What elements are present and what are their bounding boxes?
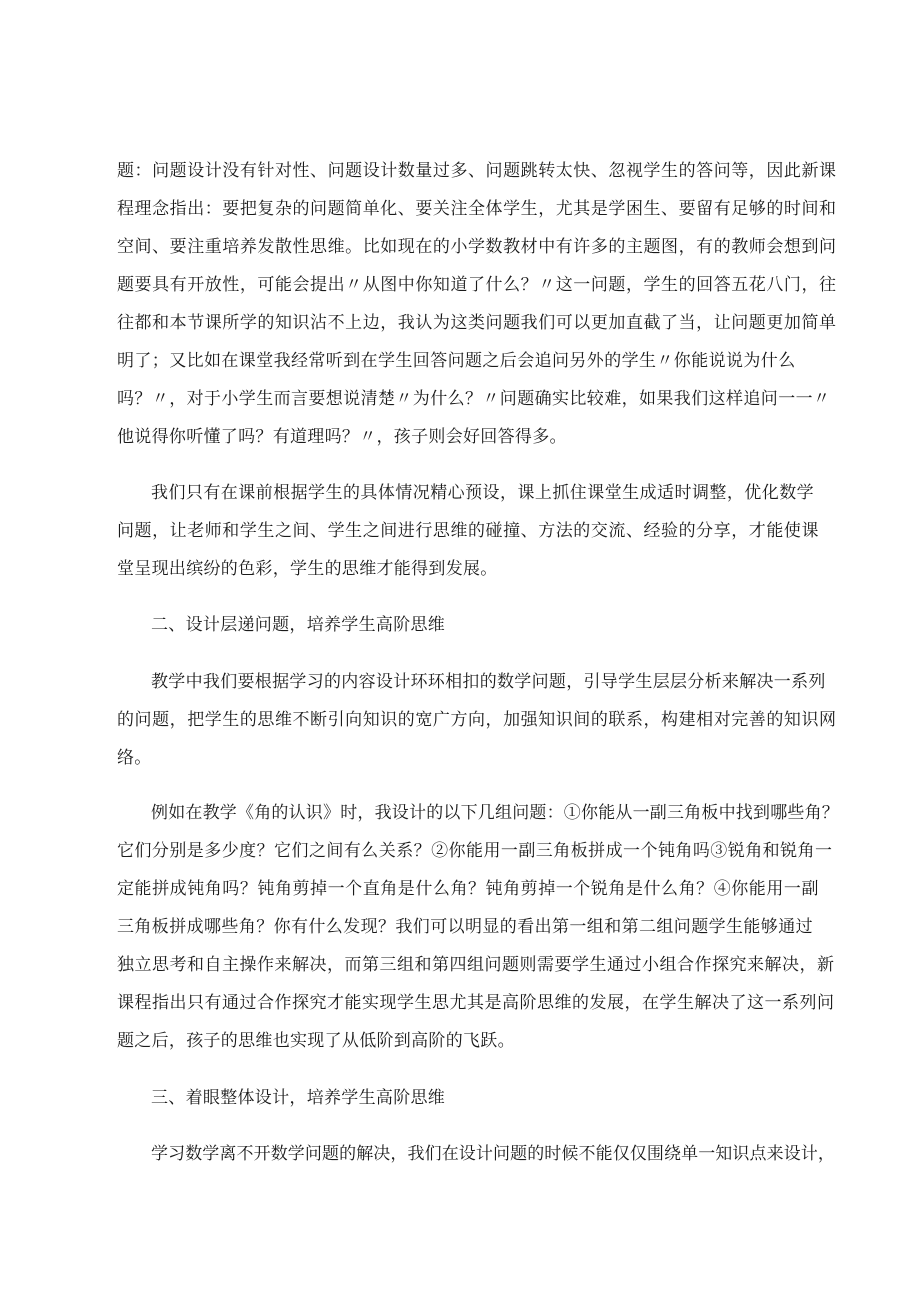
text-line: 题之后，孩子的思维也实现了从低阶到高阶的飞跃。 [117, 1031, 515, 1051]
text-line: 他说得你听懂了吗？有道理吗？〃，孩子则会好回答得多。 [117, 427, 567, 447]
text-line: 独立思考和自主操作来解决，而第三组和第四组问题则需要学生通过小组合作探究来解决，新 [117, 955, 835, 975]
text-line: 空间、要注重培养发散性思维。比如现在的小学数教材中有许多的主题图，有的教师会想到问 [117, 237, 837, 257]
text-line: 三角板拼成哪些角？你有什么发现？我们可以明显的看出第一组和第二组问题学生能够通过 [117, 917, 813, 937]
text-line: 的问题，把学生的思维不断引向知识的宽广方向，加强知识间的联系，构建相对完善的知识网 [117, 710, 837, 730]
text-line: 学习数学离不开数学问题的解决，我们在设计问题的时候不能仅仅围绕单一知识点来设计， [151, 1144, 835, 1164]
text-line: 定能拼成钝角吗？钝角剪掉一个直角是什么角？钝角剪掉一个锐角是什么角？④你能用一副 [117, 879, 819, 899]
text-line: 堂呈现出缤纷的色彩，学生的思维才能得到发展。 [117, 559, 498, 579]
text-line: 它们分别是多少度？它们之间有么关系？②你能用一副三角板拼成一个钝角吗③锐角和锐角一 [117, 841, 833, 861]
text-line: 我们只有在课前根据学生的具体情况精心预设，课上抓住课堂生成适时调整，优化数学 [151, 483, 815, 503]
text-line: 往都和本节课所学的知识沾不上边，我认为这类问题我们可以更加直截了当，让问题更加简单 [117, 313, 837, 333]
text-line: 教学中我们要根据学习的内容设计环环相扣的数学问题，引导学生层层分析来解决一系列 [151, 672, 826, 692]
text-line: 问题，让老师和学生之间、学生之间进行思维的碰撞、方法的交流、经验的分享，才能使课 [117, 521, 819, 541]
text-line: 程理念指出：要把复杂的问题简单化、要关注全体学生，尤其是学困生、要留有足够的时间和 [117, 199, 837, 219]
text-line: 课程指出只有通过合作探究才能实现学生思尤其是高阶思维的发展，在学生解决了这一系列问 [117, 993, 835, 1013]
text-line: 络。 [117, 748, 152, 768]
text-line: 例如在教学《角的认识》时，我设计的以下几组问题：①你能从一副三角板中找到哪些角？ [151, 803, 839, 823]
section-heading: 二、设计层递问题，培养学生高阶思维 [151, 615, 446, 635]
text-line: 吗？〃，对于小学生而言要想说清楚〃为什么？〃问题确实比较难，如果我们这样追问一一〃 [117, 389, 831, 409]
text-line: 题要具有开放性，可能会提出〃从图中你知道了什么？〃这一问题，学生的回答五花八门，往 [117, 275, 837, 295]
section-heading: 三、着眼整体设计，培养学生高阶思维 [151, 1088, 446, 1108]
text-line: 题：问题设计没有针对性、问题设计数量过多、问题跳转太快、忽视学生的答问等，因此新课 [117, 161, 837, 181]
text-line: 明了；又比如在课堂我经常听到在学生回答问题之后会追问另外的学生〃你能说说为什么 [117, 351, 796, 371]
